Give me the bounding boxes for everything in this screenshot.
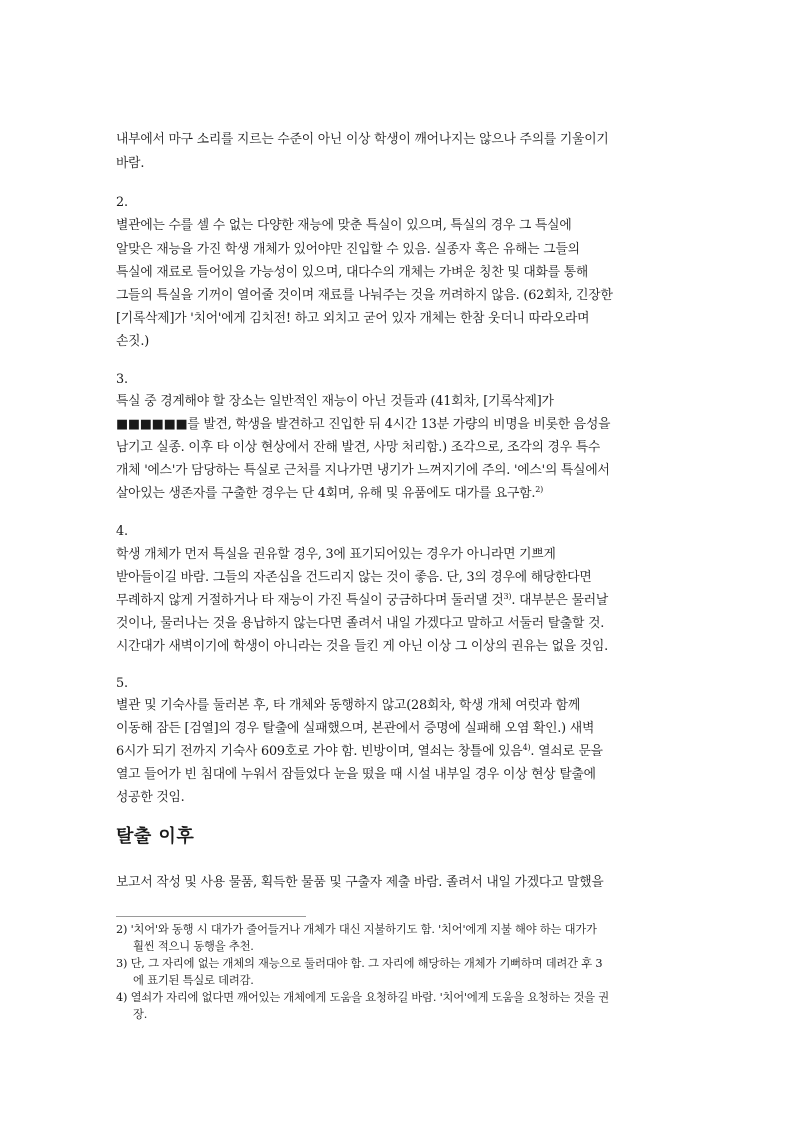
item-5-line-3-tail: . 열쇠로 문을 [530, 744, 603, 759]
item-4-line-2: 받아들이길 바람. 그들의 자존심을 건드리지 않는 것이 좋음. 단, 3의 경우에 해당한다면 [116, 570, 592, 585]
footnote-ref-2[interactable]: 2) [535, 485, 544, 494]
item-2-number: 2. [116, 195, 128, 210]
item-3-line-2: ■■■■■■를 발견, 학생을 발견하고 진입한 뒤 4시간 13분 가량의 비명을 비롯한 음성을 [116, 417, 611, 432]
item-2-line-1: 별관에는 수를 셀 수 없는 다양한 재능에 맞춘 특실이 있으며, 특실의 경우 그 특실에 [116, 218, 572, 233]
item-4-number: 4. [116, 524, 128, 539]
item-2-line-2: 알맞은 재능을 가진 학생 개체가 있어야만 진입할 수 있음. 실종자 혹은 유해는 그들의 [116, 242, 580, 257]
footnote-2-line-1: 2) '치어'와 동행 시 대가가 줄어들거나 개체가 대신 지불하기도 함. '치어'에게 지불 해야 하는 대가가 [116, 923, 597, 936]
item-3-line-1: 특실 중 경계해야 할 장소는 일반적인 재능이 아닌 것들과 (41회차, [기록삭제]가 [116, 394, 554, 409]
footnote-4-line-1: 4) 열쇠가 자리에 없다면 깨어있는 개체에게 도움을 요청하길 바람. '치어'에게 도움을 요청하는 것을 권 [116, 991, 609, 1004]
footnote-divider [116, 916, 306, 917]
intro-line-1: 내부에서 마구 소리를 지르는 수준이 아닌 이상 학생이 깨어나지는 않으나 주의를 기울이기 [116, 132, 609, 147]
item-3-line-5-text: 살아있는 생존자를 구출한 경우는 단 4회며, 유해 및 유품에도 대가를 요구함. [116, 486, 536, 501]
item-2-line-4: 그들의 특실을 기꺼이 열어줄 것이며 재료를 나눠주는 것을 꺼려하지 않음. (62회차, 긴장한 [116, 288, 613, 303]
item-4-line-3-text: 무례하지 않게 거절하거나 타 재능이 가진 특실이 궁금하다며 둘러댈 것 [116, 593, 504, 608]
item-5-line-3 [116, 744, 603, 760]
footnote-3-line-2: 에 표기된 특실로 데려감. [133, 974, 254, 987]
item-5-line-4: 열고 들어가 빈 침대에 누워서 잠들었다 눈을 떴을 때 시설 내부일 경우 이상 현상 탈출에 [116, 767, 596, 782]
item-3-line-5 [116, 486, 543, 502]
item-2-line-5: [기록삭제]가 '치어'에게 김치전! 하고 외치고 굳어 있자 개체는 한참 웃더니 따라오라며 [116, 311, 590, 326]
item-3-line-4: 개체 '에스'가 담당하는 특실로 근처를 지나가면 냉기가 느껴지기에 주의. '에스'의 특실에서 [116, 463, 610, 478]
footnote-2-line-2: 훨씬 적으니 동행을 추천. [133, 940, 254, 953]
item-4-line-3 [116, 593, 608, 609]
item-5-number: 5. [116, 676, 128, 691]
footnote-ref-3[interactable]: 3) [503, 592, 512, 601]
item-5-line-5: 성공한 것임. [116, 790, 185, 805]
section-heading: 탈출 이후 [116, 826, 195, 847]
item-3-number: 3. [116, 372, 128, 387]
item-4-line-4: 것이나, 물러나는 것을 용납하지 않는다면 졸려서 내일 가겠다고 말하고 서둘러 탈출할 것. [116, 616, 605, 631]
item-4-line-5: 시간대가 새벽이기에 학생이 아니라는 것을 들킨 게 아닌 이상 그 이상의 권유는 없을 것임. [116, 639, 608, 654]
item-4-line-3-tail: . 대부분은 물러날 [511, 593, 609, 608]
item-5-line-3-text: 6시가 되기 전까지 기숙사 609호로 가야 함. 빈방이며, 열쇠는 창틀에 있음 [116, 744, 523, 759]
after-escape-text: 보고서 작성 및 사용 물품, 획득한 물품 및 구출자 제출 바람. 졸려서 내일 가겠다고 말했을 [116, 875, 604, 890]
intro-line-2: 바람. [116, 156, 145, 171]
footnote-ref-4[interactable]: 4) [522, 743, 531, 752]
item-2-line-3: 특실에 재료로 들어있을 가능성이 있으며, 대다수의 개체는 가벼운 칭찬 및 대화를 통해 [116, 265, 589, 280]
item-5-line-2: 이동해 잠든 [검열]의 경우 탈출에 실패했으며, 본관에서 증명에 실패해 오염 확인.) 새벽 [116, 721, 595, 736]
item-5-line-1: 별관 및 기숙사를 둘러본 후, 타 개체와 동행하지 않고(28회차, 학생 개체 여럿과 함께 [116, 698, 581, 713]
item-3-line-3: 남기고 실종. 이후 타 이상 현상에서 잔해 발견, 사망 처리함.) 조각으로, 조각의 경우 특수 [116, 440, 601, 455]
item-4-line-1: 학생 개체가 먼저 특실을 권유할 경우, 3에 표기되어있는 경우가 아니라면 기쁘게 [116, 547, 556, 562]
footnote-3-line-1: 3) 단, 그 자리에 없는 개체의 재능으로 둘러대야 함. 그 자리에 해당하는 개체가 기뻐하며 데려간 후 3 [116, 957, 603, 970]
item-2-line-6: 손짓.) [116, 334, 149, 349]
footnote-4-line-2: 장. [133, 1008, 148, 1021]
